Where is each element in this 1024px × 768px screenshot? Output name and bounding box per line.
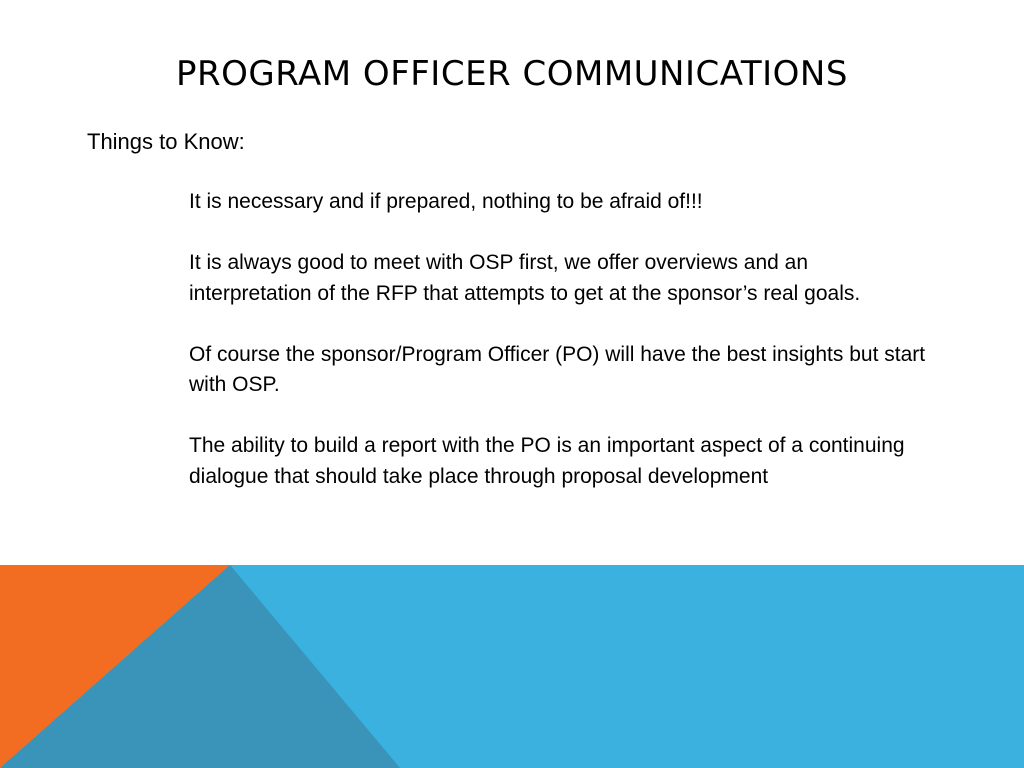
point-item: It is necessary and if prepared, nothing to be afraid of!!! bbox=[189, 190, 703, 213]
point-item: It is always good to meet with OSP first, we offer overviews and an interpretation of the RFP that attempts to get at the sponsor’s real goals. bbox=[189, 251, 861, 305]
slide-title: PROGRAM OFFICER COMMUNICATIONS bbox=[176, 54, 848, 94]
points-list bbox=[189, 187, 929, 492]
intro-text: Things to Know: bbox=[87, 129, 245, 154]
point-item: The ability to build a report with the PO is an important aspect of a continuing dialogue that should take place through proposal development bbox=[189, 434, 905, 488]
point-item: Of course the sponsor/Program Officer (PO) will have the best insights but start with OSP. bbox=[189, 342, 926, 396]
decorative-footer-shapes bbox=[0, 565, 1024, 768]
